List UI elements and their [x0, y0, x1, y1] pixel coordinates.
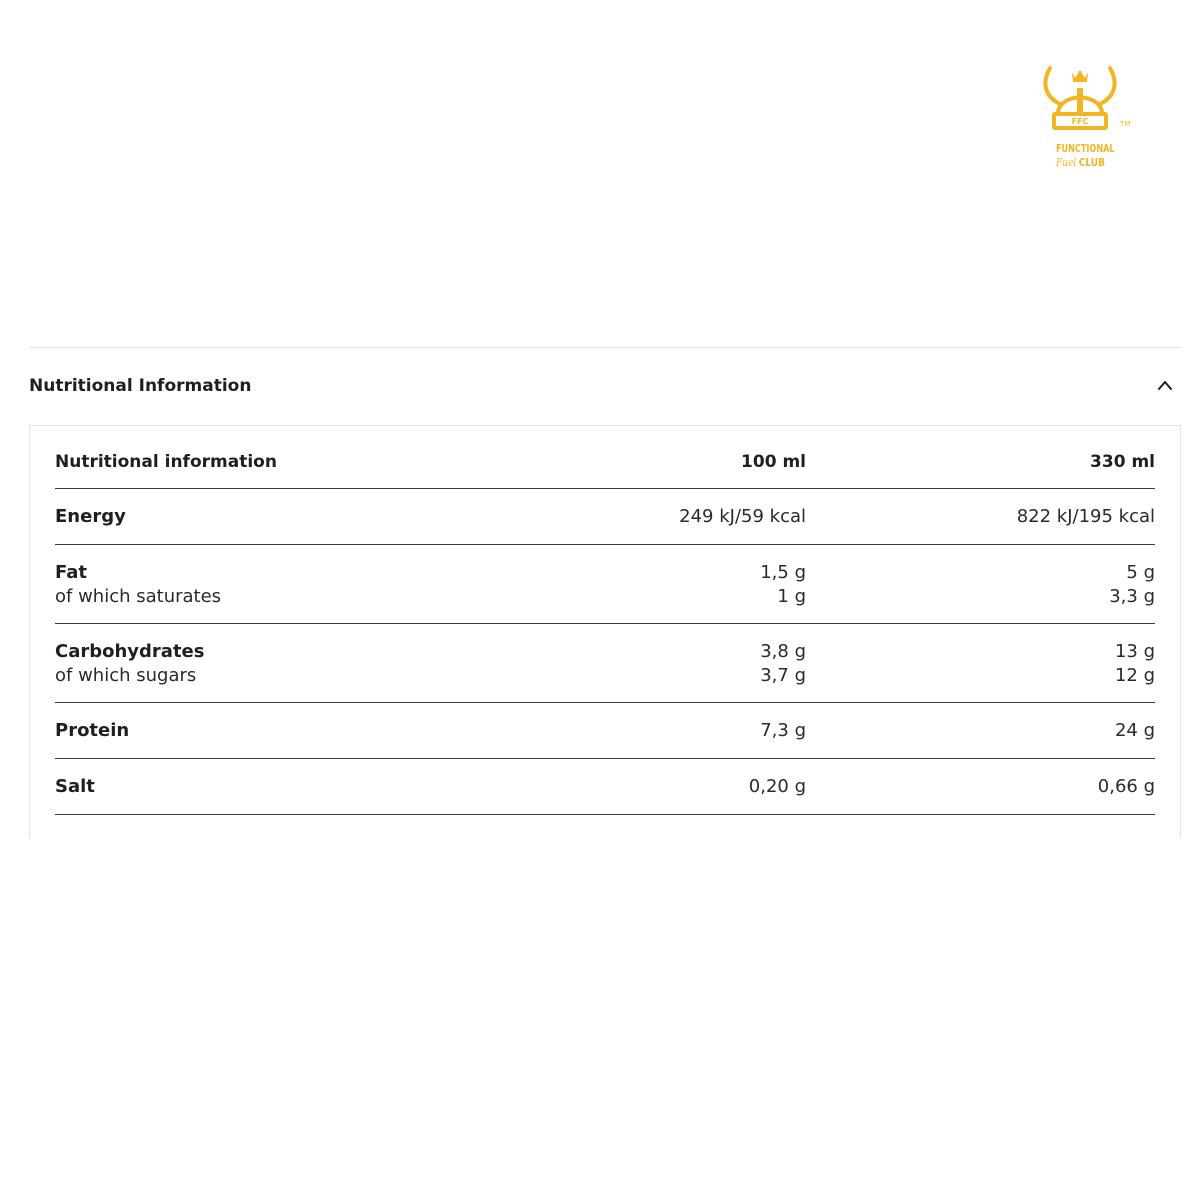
svg-text:FFC: FFC [1071, 117, 1089, 126]
row-sub-label: of which saturates [55, 586, 222, 607]
value-330ml: 0,66 g [1097, 776, 1155, 797]
sub-value-330ml: 12 g [1114, 665, 1155, 686]
logo-script-text: Fuel [1056, 156, 1077, 169]
value-100ml: 3,8 g [760, 641, 806, 662]
value-330ml: 24 g [1114, 720, 1155, 741]
value-100ml: 7,3 g [760, 720, 806, 741]
value-330ml: 5 g [1126, 562, 1155, 583]
sub-value-330ml: 3,3 g [1109, 586, 1155, 607]
table-header-row [55, 426, 1155, 489]
header-col-330ml: 330 ml [1090, 452, 1155, 472]
table-row-energy [55, 489, 1155, 545]
table-row-carbohydrates [55, 624, 1155, 703]
nutrition-table [55, 426, 1155, 815]
value-330ml-group [1115, 640, 1155, 688]
row-label-group [55, 561, 221, 609]
header-col-100ml: 100 ml [741, 452, 806, 472]
table-row-fat [55, 545, 1155, 624]
row-label: Salt [55, 776, 95, 797]
logo-text-line1: FUNCTIONAL [1056, 142, 1115, 155]
table-row-protein [55, 703, 1155, 759]
value-330ml-group [1109, 561, 1155, 609]
value-100ml-group [760, 640, 806, 688]
brand-logo [1040, 64, 1140, 174]
row-label-group [55, 640, 204, 688]
row-sub-label: of which sugars [55, 665, 197, 686]
value-100ml: 0,20 g [748, 776, 806, 797]
sub-value-100ml: 1 g [777, 586, 806, 607]
value-100ml-group [760, 561, 806, 609]
logo-text-club: CLUB [1078, 156, 1106, 169]
sub-value-100ml: 3,7 g [760, 665, 806, 686]
accordion-panel [29, 425, 1181, 838]
row-label: Energy [55, 506, 126, 527]
row-label: Fat [55, 562, 87, 583]
trademark-mark: TM [1120, 120, 1131, 128]
table-row-salt [55, 759, 1155, 815]
value-330ml: 822 kJ/195 kcal [1016, 506, 1155, 527]
chevron-up-icon[interactable] [1157, 378, 1173, 392]
header-label: Nutritional information [55, 452, 277, 472]
value-330ml: 13 g [1114, 641, 1155, 662]
row-label: Protein [55, 720, 130, 741]
row-label: Carbohydrates [55, 641, 205, 662]
viking-helmet-icon [1040, 64, 1120, 132]
value-100ml: 1,5 g [760, 562, 806, 583]
accordion-toggle-nutritional-information[interactable] [29, 348, 1181, 424]
value-100ml: 249 kJ/59 kcal [679, 506, 806, 527]
accordion-title: Nutritional Information [29, 376, 252, 396]
logo-text-line2 [1056, 156, 1105, 169]
